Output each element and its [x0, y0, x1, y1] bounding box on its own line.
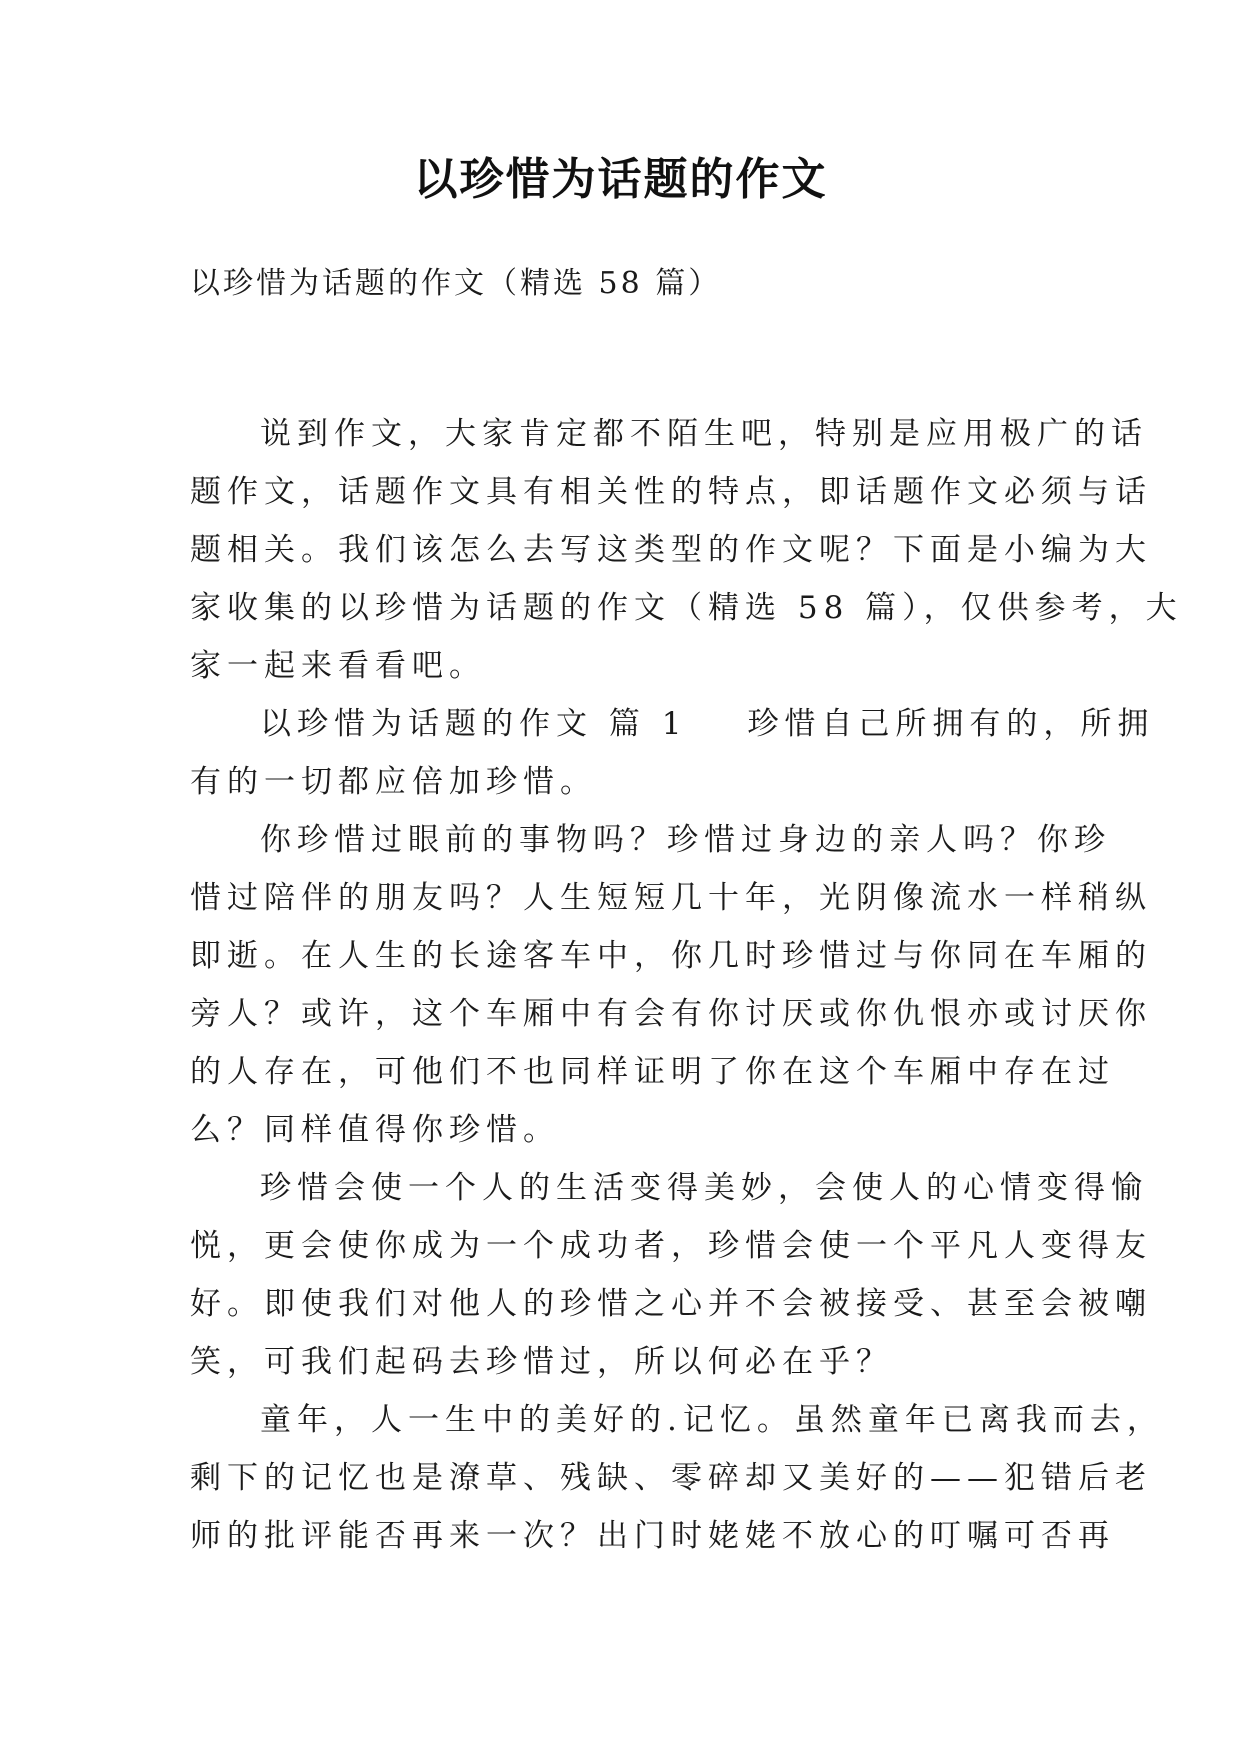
- section-heading: 以珍惜为话题的作文 篇 1: [260, 706, 688, 742]
- text-line: 笑，可我们起码去珍惜过，所以何必在乎？: [190, 1344, 893, 1380]
- text-line: 剩下的记忆也是潦草、残缺、零碎却又美好的——犯错后老: [190, 1460, 1152, 1496]
- section-line: [190, 695, 1155, 753]
- document-body: [190, 405, 1183, 1565]
- text-line: 好。即使我们对他人的珍惜之心并不会被接受、甚至会被嘲: [190, 1286, 1152, 1322]
- text-line: 题作文，话题作文具有相关性的特点，即话题作文必须与话: [190, 474, 1152, 510]
- text-line: 师的批评能否再来一次？出门时姥姥不放心的叮嘱可否再: [190, 1518, 1115, 1554]
- text-line: 有的一切都应倍加珍惜。: [190, 764, 597, 800]
- text-line: 即逝。在人生的长途客车中，你几时珍惜过与你同在车厢的: [190, 938, 1152, 974]
- text-line: 你珍惜过眼前的事物吗？珍惜过身边的亲人吗？你珍: [260, 822, 1111, 858]
- text-fragment: 珍惜自己所拥有的，所拥: [747, 706, 1155, 742]
- text-line: 家收集的以珍惜为话题的作文（精选 58 篇），仅供参考，大: [190, 590, 1183, 626]
- text-line: 悦，更会使你成为一个成功者，珍惜会使一个平凡人变得友: [190, 1228, 1152, 1264]
- text-line: 旁人？或许，这个车厢中有会有你讨厌或你仇恨亦或讨厌你: [190, 996, 1152, 1032]
- text-line: 惜过陪伴的朋友吗？人生短短几十年，光阴像流水一样稍纵: [190, 880, 1152, 916]
- document-subtitle: 以珍惜为话题的作文（精选 58 篇）: [190, 266, 722, 301]
- text-line: 的人存在，可他们不也同样证明了你在这个车厢中存在过: [190, 1054, 1115, 1090]
- text-line: 家一起来看看吧。: [190, 648, 486, 684]
- text-line: 童年，人一生中的美好的.记忆。虽然童年已离我而去，: [260, 1402, 1164, 1438]
- text-line: 珍惜会使一个人的生活变得美妙，会使人的心情变得愉: [260, 1170, 1148, 1206]
- document-title: 以珍惜为话题的作文: [413, 154, 828, 205]
- text-line: 题相关。我们该怎么去写这类型的作文呢？下面是小编为大: [190, 532, 1152, 568]
- text-line: 说到作文，大家肯定都不陌生吧，特别是应用极广的话: [260, 416, 1148, 452]
- text-line: 么？同样值得你珍惜。: [190, 1112, 560, 1148]
